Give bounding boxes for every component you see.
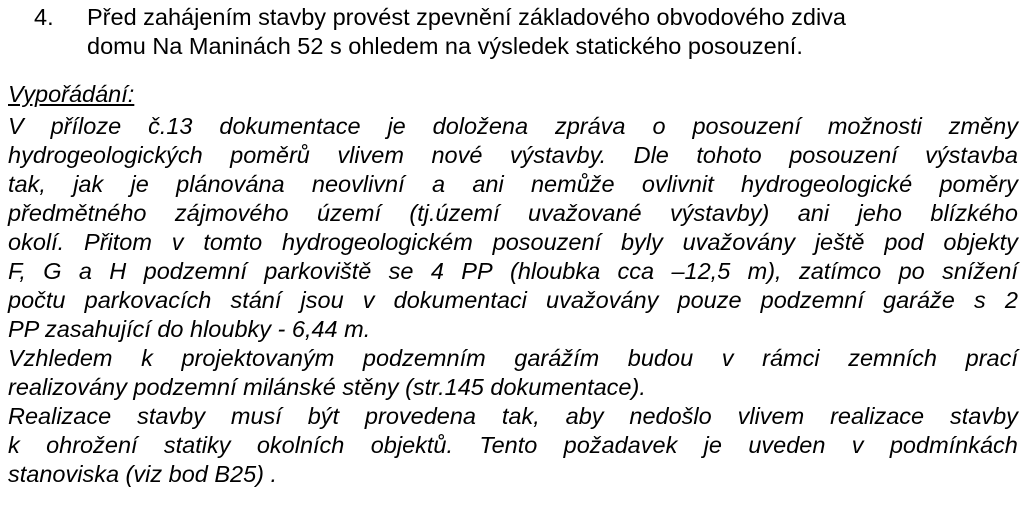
word: stavby [950, 403, 1018, 429]
word: PP [461, 258, 493, 284]
word: cca [617, 258, 655, 284]
word: zájmového [174, 200, 289, 226]
word: je [130, 171, 149, 197]
word: provedena [364, 403, 476, 429]
paragraph-line [8, 112, 1018, 140]
word: č.13 [148, 113, 193, 139]
word: hydrogeologických [8, 142, 203, 168]
word: parkoviště [264, 258, 372, 284]
word: hydrogeologickém [282, 229, 473, 255]
word: okolních [256, 432, 345, 458]
word: a [431, 171, 446, 197]
word: nedošlo [629, 403, 712, 429]
word: m), [747, 258, 782, 284]
word: budou [627, 345, 694, 371]
word: výstavby) [670, 200, 770, 226]
word: Dle [633, 142, 669, 168]
word: posouzení [692, 113, 801, 139]
word: projektovaným [181, 345, 335, 371]
word: tak, [501, 403, 540, 429]
word: uvažované [527, 200, 642, 226]
word: v [171, 229, 184, 255]
word: ještě [814, 229, 865, 255]
paragraph-line [8, 286, 1018, 314]
paragraph-line [8, 170, 1018, 198]
word: dokumentaci [393, 287, 527, 313]
word: doložena [432, 113, 529, 139]
word: pod [884, 229, 924, 255]
word: parkovacích [84, 287, 212, 313]
word: podzemním [362, 345, 486, 371]
paragraph-line-last: stanoviska (viz bod B25) . [8, 461, 278, 487]
word: výstavba [925, 142, 1018, 168]
word: garážím [514, 345, 600, 371]
word: blízkého [930, 200, 1018, 226]
word: okolí. [8, 229, 65, 255]
paragraph-line [8, 141, 1018, 169]
word: nemůže [530, 171, 615, 197]
word: dokumentace [219, 113, 361, 139]
word: jsou [300, 287, 344, 313]
word: stavby [137, 403, 205, 429]
word: jak [73, 171, 104, 197]
word: H [109, 258, 127, 284]
word: v [721, 345, 734, 371]
paragraph-line [8, 431, 1018, 459]
word: příloze [50, 113, 122, 139]
word: pouze [677, 287, 742, 313]
word: –12,5 [671, 258, 731, 284]
word: je [387, 113, 406, 139]
word: zatímco [798, 258, 882, 284]
item-text-line-2: domu Na Maninách 52 s ohledem na výsledek statického posouzení. [87, 33, 803, 59]
word: s [973, 287, 986, 313]
word: objektů. [370, 432, 454, 458]
word: k [8, 432, 20, 458]
paragraph-line-last: realizovány podzemní milánské stěny (str.145 dokumentace). [8, 374, 646, 400]
word: ani [797, 200, 830, 226]
word: ovlivnit [641, 171, 714, 197]
word: Vzhledem [8, 345, 113, 371]
word: aby [565, 403, 604, 429]
word: 4 [430, 258, 444, 284]
word: (hloubka [510, 258, 601, 284]
word: (tj.území [409, 200, 500, 226]
word: snížení [942, 258, 1018, 284]
word: 2 [1004, 287, 1018, 313]
word: o [652, 113, 666, 139]
word: statiky [163, 432, 231, 458]
paragraph-line [8, 228, 1018, 256]
word: realizace [830, 403, 925, 429]
word: v [362, 287, 375, 313]
word: požadavek [563, 432, 678, 458]
word: stání [230, 287, 282, 313]
word: předmětného [8, 200, 147, 226]
word: počtu [8, 287, 66, 313]
item-text-line-1: Před zahájením stavby provést zpevnění základového obvodového zdiva [87, 4, 846, 30]
word: a [78, 258, 92, 284]
paragraph-line [8, 402, 1018, 430]
word: vlivem [737, 403, 805, 429]
word: hydrogeologické [741, 171, 913, 197]
word: F, [8, 258, 26, 284]
word: tak, [8, 171, 46, 197]
item-number: 4. [34, 4, 54, 30]
paragraph-line [8, 257, 1018, 285]
section-heading: Vypořádání: [8, 81, 135, 107]
word: možnosti [827, 113, 922, 139]
word: je [703, 432, 722, 458]
word: musí [230, 403, 282, 429]
word: Tento [479, 432, 538, 458]
word: podzemní [760, 287, 864, 313]
word: byly [620, 229, 663, 255]
word: podzemní [143, 258, 247, 284]
word: k [141, 345, 153, 371]
word: posouzení [492, 229, 602, 255]
word: být [307, 403, 340, 429]
word: po [898, 258, 925, 284]
word: poměry [939, 171, 1018, 197]
word: Přitom [84, 229, 152, 255]
word: jeho [857, 200, 902, 226]
word: vlivem [337, 142, 404, 168]
word: objekty [943, 229, 1018, 255]
word: Realizace [8, 403, 112, 429]
word: zpráva [554, 113, 626, 139]
word: garáže [883, 287, 955, 313]
word: poměrů [230, 142, 310, 168]
word: rámci [762, 345, 820, 371]
paragraph-line [8, 199, 1018, 227]
word: neovlivní [311, 171, 405, 197]
word: prací [965, 345, 1018, 371]
word: se [388, 258, 414, 284]
word: tomto [203, 229, 263, 255]
word: zemních [848, 345, 938, 371]
word: v [851, 432, 864, 458]
word: plánována [176, 171, 285, 197]
word: výstavby. [509, 142, 607, 168]
word: nové [431, 142, 483, 168]
paragraph-line [8, 344, 1018, 372]
word: území [317, 200, 381, 226]
word: změny [948, 113, 1018, 139]
word: uvažovány [546, 287, 659, 313]
word: tohoto [696, 142, 762, 168]
paragraph-line-last: PP zasahující do hloubky - 6,44 m. [8, 316, 371, 342]
word: V [8, 113, 24, 139]
word: uvažovány [682, 229, 795, 255]
word: podmínkách [889, 432, 1018, 458]
word: ani [472, 171, 504, 197]
word: uveden [748, 432, 826, 458]
word: posouzení [789, 142, 898, 168]
word: G [43, 258, 62, 284]
word: ohrožení [46, 432, 138, 458]
